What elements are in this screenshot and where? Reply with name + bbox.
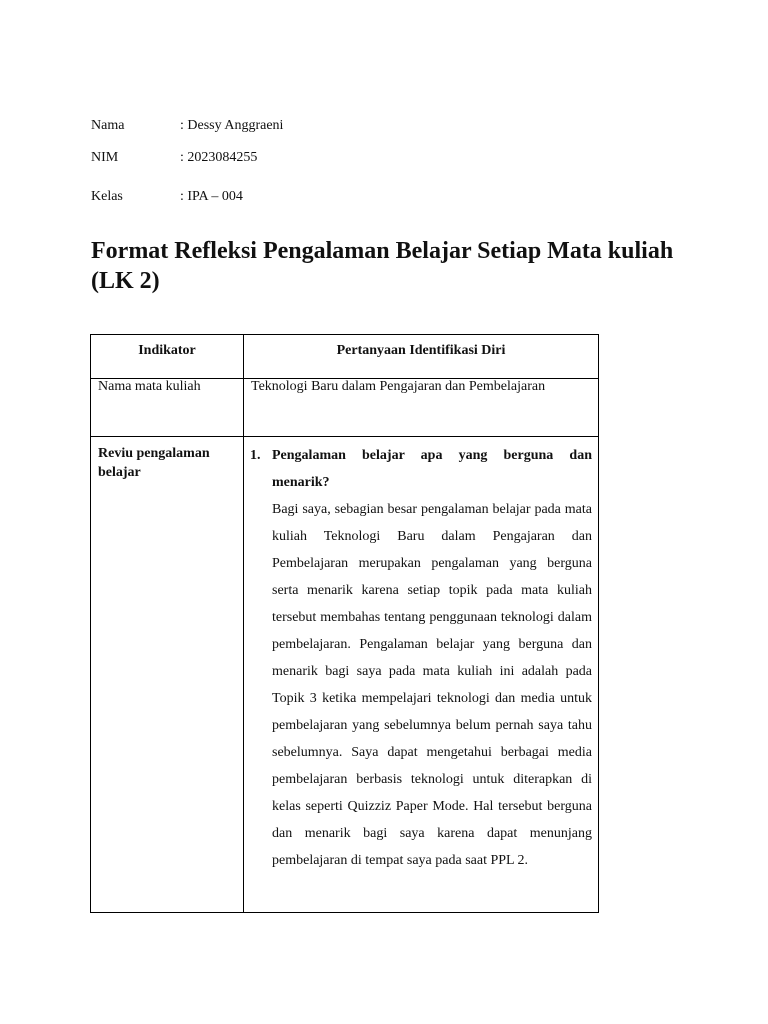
review-content-cell [244, 437, 599, 913]
question-item [250, 442, 592, 874]
header-indikator: Indikator [91, 335, 244, 379]
document-title: Format Refleksi Pengalaman Belajar Setiap Mata kuliah (LK 2) [91, 238, 674, 294]
student-name-value: : Dessy Anggraeni [180, 118, 284, 133]
table-row-review [91, 437, 599, 913]
table-header-row [91, 335, 599, 379]
student-nim-label: NIM [91, 150, 119, 165]
question-title-line2: menarik? [272, 475, 330, 490]
course-value-cell: Teknologi Baru dalam Pengajaran dan Pembelajaran [244, 379, 599, 437]
question-title [272, 442, 592, 496]
student-name-row [91, 117, 283, 135]
student-name-label: Nama [91, 118, 125, 133]
student-nim-value: : 2023084255 [180, 150, 258, 165]
answer-paragraph: Bagi saya, sebagian besar pengalaman belajar pada mata kuliah Teknologi Baru dalam Pengajaran dan Pembelajaran merupakan pengalaman yang berguna serta menarik karena setiap topik pada mata kuliah tersebut membahas tentang penggunaan teknologi dalam pembelajaran. Pengalaman belajar yang berguna dan menarik bagi saya pada mata kuliah ini adalah pada Topik 3 ketika mempelajari teknologi dan media untuk pembelajaran yang sebelumnya belum pernah saya tahu sebelumnya. Saya dapat mengetahui berbagai media pembelajaran berbasis teknologi untuk diterapkan di kelas seperti Quizziz Paper Mode. Hal tersebut berguna dan menarik bagi saya karena dapat menunjang pembelajaran di tempat saya pada saat PPL 2. [272, 502, 592, 868]
question-body [272, 442, 592, 874]
course-label-cell: Nama mata kuliah [91, 379, 244, 437]
header-pertanyaan: Pertanyaan Identifikasi Diri [244, 335, 599, 379]
student-class-value: : IPA – 004 [180, 189, 243, 204]
question-title-line1: Pengalaman belajar apa yang berguna dan [272, 448, 592, 463]
student-nim-row [91, 149, 257, 167]
reflection-table [90, 334, 599, 913]
table-row-course [91, 379, 599, 437]
review-label-cell: Reviu pengalaman belajar [91, 437, 244, 913]
student-class-label: Kelas [91, 189, 123, 204]
question-number: 1. [250, 448, 261, 463]
student-class-row [91, 188, 243, 206]
